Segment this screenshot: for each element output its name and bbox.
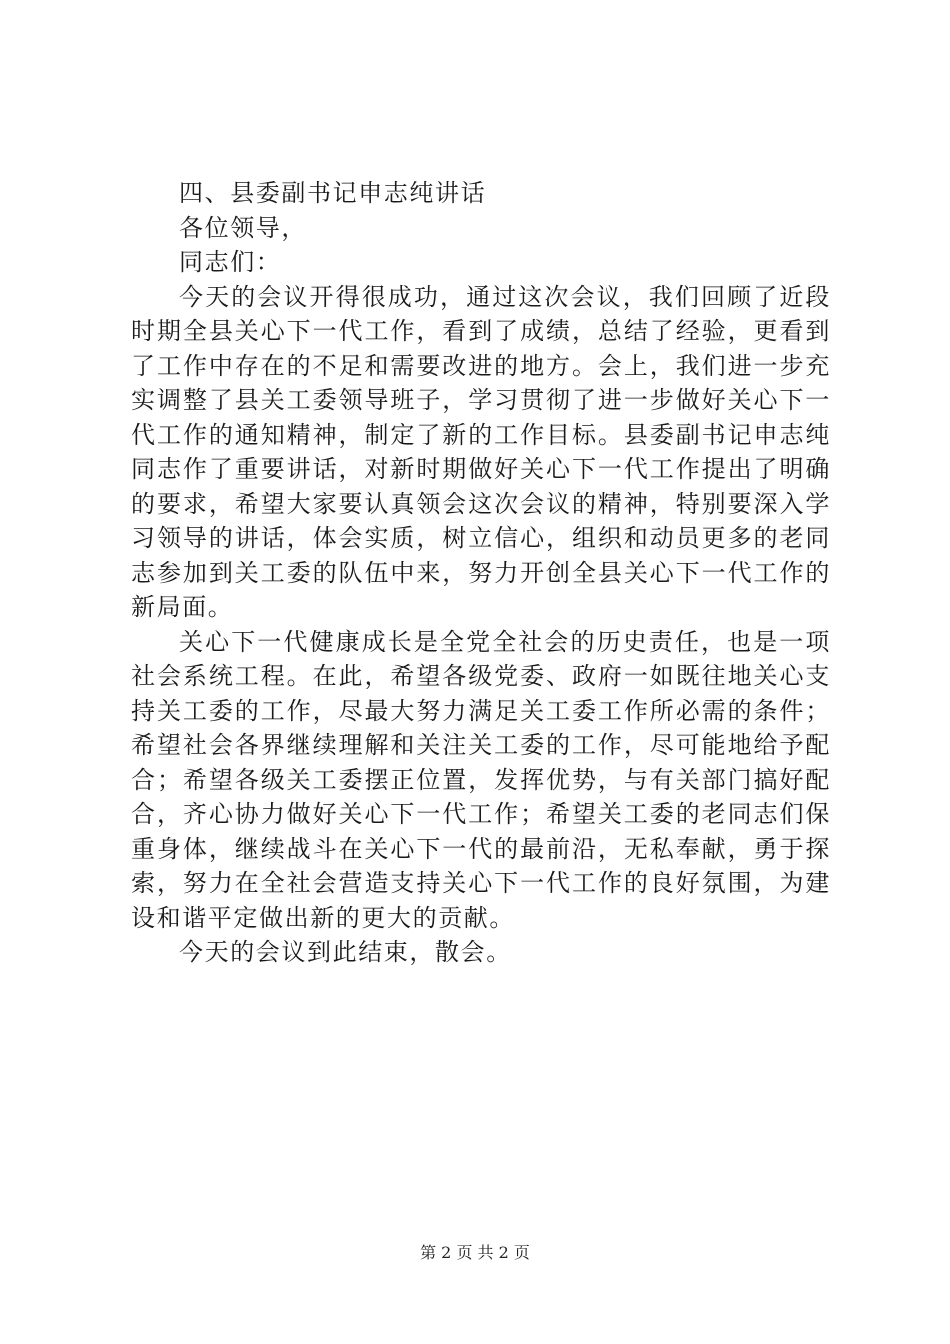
document-body xyxy=(131,176,831,970)
body-paragraph: 关心下一代健康成长是全党全社会的历史责任，也是一项社会系统工程。在此，希望各级党委、政府一如既往地关心支持关工委的工作，尽最大努力满足关工委工作所必需的条件；希望社会各界继续理解和关注关工委的工作，尽可能地给予配合；希望各级关工委摆正位置，发挥优势，与有关部门搞好配合，齐心协力做好关心下一代工作；希望关工委的老同志们保重身体，继续战斗在关心下一代的最前沿，无私奉献，勇于探索，努力在全社会营造支持关心下一代工作的良好氛围，为建设和谐平定做出新的更大的贡献。 xyxy=(131,627,831,932)
page-number-footer: 第 2 页 共 2 页 xyxy=(420,1243,530,1262)
salutation-comrades: 同志们： xyxy=(179,248,282,276)
salutation-leaders: 各位领导， xyxy=(179,213,307,242)
body-paragraph: 今天的会议开得很成功，通过这次会议，我们回顾了近段时期全县关心下一代工作，看到了成绩，总结了经验，更看到了工作中存在的不足和需要改进的地方。会上，我们进一步充实调整了县关工委领导班子，学习贯彻了进一步做好关心下一代工作的通知精神，制定了新的工作目标。县委副书记申志纯同志作了重要讲话，对新时期做好关心下一代工作提出了明确的要求，希望大家要认真领会这次会议的精神，特别要深入学习领导的讲话，体会实质，树立信心，组织和动员更多的老同志参加到关工委的队伍中来，努力开创全县关心下一代工作的新局面。 xyxy=(131,282,831,621)
closing-paragraph: 今天的会议到此结束，散会。 xyxy=(179,938,512,966)
section-heading: 四、县委副书记申志纯讲话 xyxy=(179,179,487,207)
